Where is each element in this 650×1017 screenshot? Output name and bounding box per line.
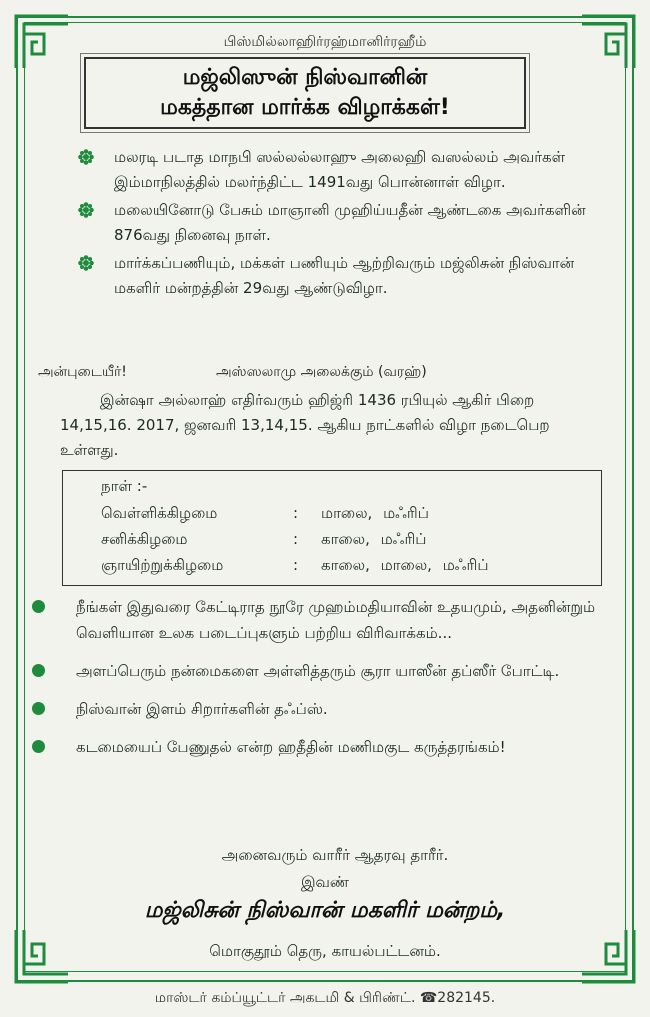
program-item: [30, 658, 620, 684]
green-dot-bullet-icon: [32, 600, 45, 613]
program-item: [30, 734, 620, 760]
invitation-line: அனைவரும் வாரீர் ஆதரவு தாரீர்.: [221, 846, 449, 864]
program-item: [30, 594, 620, 646]
intro-item-text: மார்க்கப்பணியும், மக்கள் பணியும் ஆற்றிவரும் மஜ்லிசுன் நிஸ்வான் மகளிர் மன்றத்தின் 29வது ஆண்டுவிழா.: [114, 254, 575, 297]
schedule-times: மாலை, மஃரிப்: [321, 504, 429, 522]
address: மொகுதூம் தெரு, காயல்பட்டனம்.: [209, 942, 441, 960]
schedule-times: காலை, மஃரிப்: [321, 530, 427, 548]
intro-item-text: மலையினோடு பேசும் மாஞானி முஹிய்யதீன் ஆண்டகை அவர்களின் 876வது நினைவு நாள்.: [114, 201, 586, 244]
program-item-text: அளப்பெரும் நன்மைகளை அள்ளித்தரும் சூரா யாஸீன் தப்ஸீர் போட்டி.: [76, 662, 560, 680]
title-line-2: மகத்தான மார்க்க விழாக்கள்!: [160, 95, 450, 120]
organization-name: மஜ்லிசுன் நிஸ்வான் மகளிர் மன்றம்,: [144, 898, 506, 923]
printer-credit: மாஸ்டர் கம்ப்யூட்டர் அகடமி & பிரிண்ட். ☎282145.: [154, 990, 496, 1006]
intro-item: [78, 145, 598, 195]
intro-item: [78, 251, 598, 301]
title-box: [84, 57, 526, 129]
schedule-times: காலை, மாலை, மஃரிப்: [321, 556, 489, 574]
flower-bullet-icon: [78, 202, 94, 218]
schedule-colon: :: [293, 504, 299, 522]
schedule-day: ஞாயிற்றுக்கிழமை: [101, 556, 224, 574]
bismillah-heading: பிஸ்மில்லாஹிர்ரஹ்மானிர்ரஹீம்: [223, 34, 427, 50]
schedule-colon: :: [293, 530, 299, 548]
flower-bullet-icon: [78, 149, 94, 165]
schedule-day: வெள்ளிக்கிழமை: [101, 504, 218, 522]
announcement-paragraph: இன்ஷா அல்லாஹ் எதிர்வரும் ஹிஜ்ரி 1436 ரபியுல் ஆகிர் பிறை 14,15,16. 2017, ஜனவரி 13,14,15. ஆகிய நாட்களில் விழா நடைபெற உள்ளது.: [60, 391, 550, 459]
title-line-1: மஜ்லிஸுன் நிஸ்வானின்: [182, 65, 428, 90]
flower-bullet-icon: [78, 255, 94, 271]
green-dot-bullet-icon: [32, 664, 45, 677]
schedule-colon: :: [293, 556, 299, 574]
intro-item: [78, 198, 598, 248]
schedule-box: [62, 470, 602, 586]
greeting-salutation: அன்புடையீர்!: [38, 364, 127, 380]
green-dot-bullet-icon: [32, 702, 45, 715]
intro-list: [78, 145, 598, 304]
program-item-text: நீங்கள் இதுவரை கேட்டிராத நூரே முஹம்மதியாவின் உதயமும், அதனின்றும் வெளியான உலக படைப்புகளும் பற்றிய விரிவாக்கம்...: [76, 598, 596, 642]
intro-item-text: மலரடி படாத மாநபி ஸல்லல்லாஹு அலைஹி வஸல்லம் அவர்கள் இம்மாநிலத்தில் மலர்ந்திட்ட 1491வது பொன்னாள் விழா.: [114, 148, 566, 191]
program-list: [30, 594, 620, 772]
greeting-salam: அஸ்ஸலாமு அலைக்கும் (வரஹ்): [216, 364, 427, 380]
schedule-day: சனிக்கிழமை: [101, 530, 188, 548]
program-item: [30, 696, 620, 722]
green-dot-bullet-icon: [32, 740, 45, 753]
schedule-heading: நாள் :-: [101, 477, 148, 495]
program-item-text: கடமையைப் பேணுதல் என்ற ஹதீதின் மணிமகுட கருத்தரங்கம்!: [76, 738, 506, 756]
program-item-text: நிஸ்வான் இளம் சிறார்களின் தஃப்ஸ்.: [76, 700, 328, 718]
signature-label: இவண்: [300, 873, 350, 891]
